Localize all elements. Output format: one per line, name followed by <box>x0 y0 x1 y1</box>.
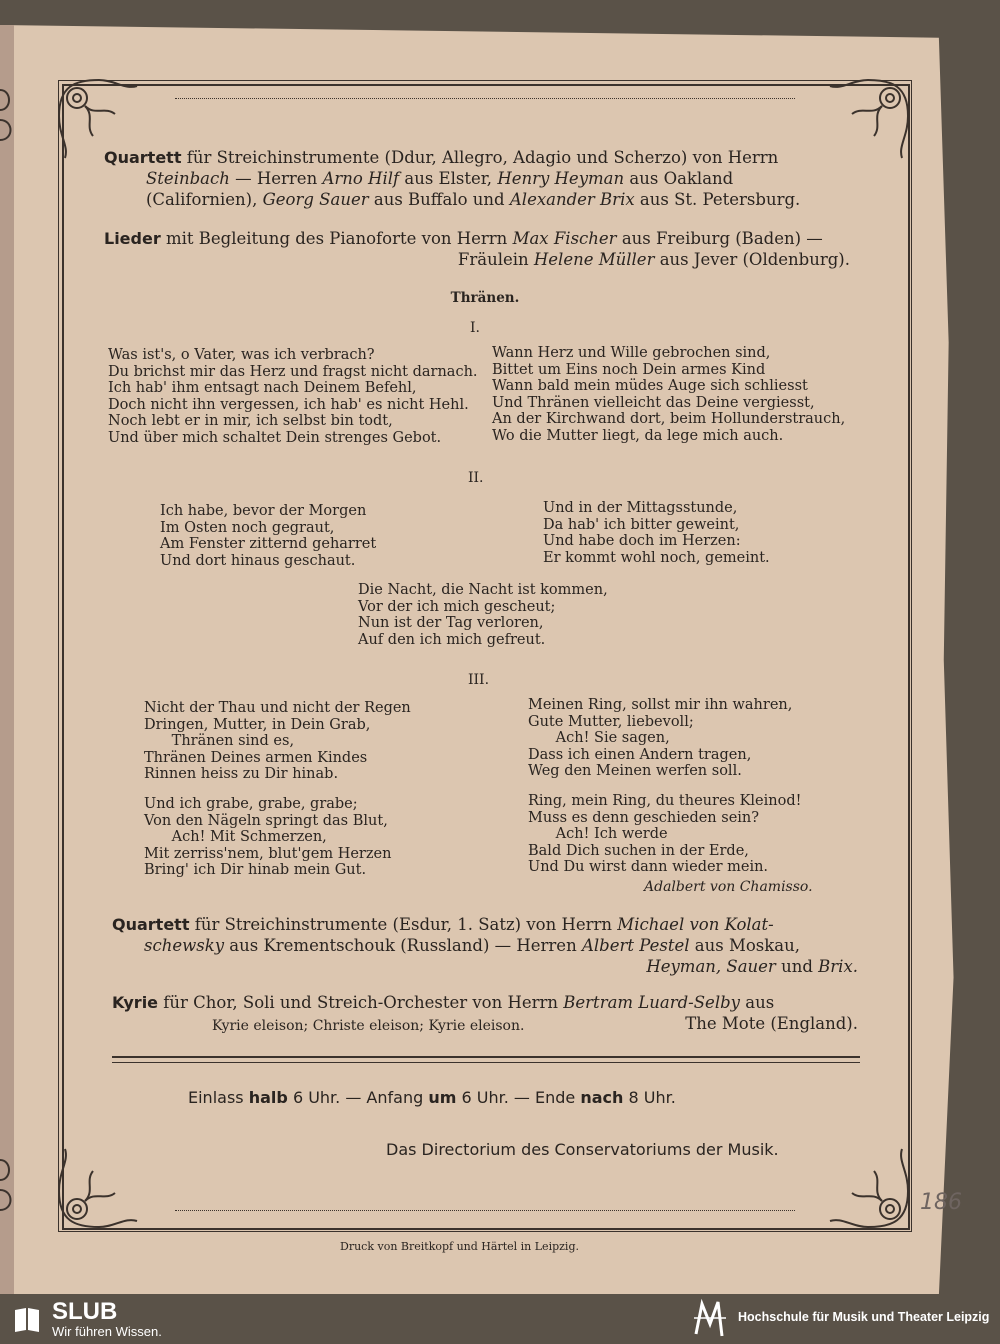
times-bold: um <box>428 1088 457 1107</box>
item-text: — Herren <box>235 169 318 188</box>
item-text: aus Moskau, <box>694 936 800 955</box>
item-text: (Californien), <box>146 190 258 209</box>
times-text: 6 Uhr. — Anfang <box>292 1088 424 1107</box>
item-text: aus St. Petersburg. <box>639 190 801 209</box>
times-text: 8 Uhr. <box>628 1088 676 1107</box>
poem-stanza-1-left: Was ist's, o Vater, was ich verbrach? Du brichst mir das Herz und fragst nicht darnach. Ich hab' ihm entsagt nach Deinem Befehl, Doch nicht ihn vergessen, ich hab' es nicht Hehl. Noch lebt er in mir, ich selbst bin todt, Und über mich schaltet Dein strenges Gebot. <box>108 347 478 446</box>
poet-attribution: Adalbert von Chamisso. <box>644 879 813 895</box>
performer-name: Henry Heyman <box>497 169 625 188</box>
brand-tagline: Wir führen Wissen. <box>52 1324 162 1339</box>
composer-name: Michael von Kolat- <box>617 915 774 934</box>
times-line <box>188 1087 676 1108</box>
item-text: aus Buffalo und <box>373 190 505 209</box>
signature: Das Directorium des Conservatoriums der Musik. <box>386 1140 779 1159</box>
stanza-numeral-2: II. <box>468 470 484 486</box>
item-text: mit Begleitung des Pianoforte von Herrn <box>165 229 508 248</box>
poem-stanza-3-left-b: Und ich grabe, grabe, grabe; Von den Nägeln springt das Blut, Ach! Mit Schmerzen, Mit zerriss'nem, blut'gem Herzen Bring' ich Dir hinab mein Gut. <box>144 796 392 878</box>
item-text: aus Oakland <box>629 169 734 188</box>
printer-imprint: Druck von Breitkopf und Härtel in Leipzig. <box>340 1240 579 1253</box>
program-item-kyrie <box>112 992 858 1035</box>
poem-stanza-2-center: Die Nacht, die Nacht ist kommen, Vor der ich mich gescheut; Nun ist der Tag verloren, Auf den ich mich gefreut. <box>358 582 608 648</box>
item-genre: Lieder <box>104 229 161 248</box>
times-bold: halb <box>248 1088 288 1107</box>
item-text: aus Elster, <box>404 169 493 188</box>
item-text: aus Jever (Oldenburg). <box>659 250 850 269</box>
item-genre: Kyrie <box>112 993 159 1012</box>
pencil-page-number: 186 <box>920 1190 962 1215</box>
poem-stanza-2-left: Ich habe, bevor der Morgen Im Osten noch gegraut, Am Fenster zitternd geharret Und dort hinaus geschaut. <box>160 503 377 569</box>
corner-ornament-bottom-left <box>55 1145 141 1231</box>
performer-name: Alexander Brix <box>509 190 635 209</box>
item-text: aus <box>745 993 775 1012</box>
performer-name: Helene Müller <box>533 250 655 269</box>
performer-name: Heyman, Sauer <box>646 957 776 976</box>
program-item-quartett-1 <box>104 147 854 210</box>
stanza-numeral-3: III. <box>468 672 490 688</box>
performer-name: Georg Sauer <box>262 190 369 209</box>
item-genre: Quartett <box>104 148 182 167</box>
item-text: für Chor, Soli und Streich-Orchester von Herrn <box>163 993 559 1012</box>
divider-thick <box>112 1056 860 1058</box>
performer-name: Arno Hilf <box>322 169 400 188</box>
institution-name[interactable]: Hochschule für Musik und Theater Leipzig <box>738 1310 990 1324</box>
program-item-quartett-2 <box>112 914 858 977</box>
divider-thin <box>112 1062 860 1063</box>
poem-stanza-2-right: Und in der Mittagsstunde, Da hab' ich bitter geweint, Und habe doch im Herzen: Er kommt wohl noch, gemeint. <box>543 500 770 566</box>
kyrie-text: Kyrie eleison; Christe eleison; Kyrie eleison. <box>212 1018 525 1034</box>
item-text: Fräulein <box>457 250 529 269</box>
poem-title: Thränen. <box>450 290 520 306</box>
item-text: für Streichinstrumente (Ddur, Allegro, Adagio und Scherzo) von Herrn <box>186 148 779 167</box>
composer-name: schewsky <box>144 936 225 955</box>
poem-stanza-3-right-a: Meinen Ring, sollst mir ihn wahren, Gute Mutter, liebevoll; Ach! Sie sagen, Dass ich einen Andern tragen, Weg den Meinen werfen soll. <box>528 697 793 779</box>
item-text: für Streichinstrumente (Esdur, 1. Satz) von Herrn <box>194 915 613 934</box>
footer-bar <box>0 1294 1000 1344</box>
times-text: Einlass <box>188 1088 244 1107</box>
item-text: und <box>781 957 813 976</box>
times-text: 6 Uhr. — Ende <box>461 1088 576 1107</box>
item-text: aus Freiburg (Baden) — <box>621 229 823 248</box>
bottom-rule <box>175 1210 795 1211</box>
poem-stanza-1-right: Wann Herz und Wille gebrochen sind, Bittet um Eins noch Dein armes Kind Wann bald mein müdes Auge sich schliesst Und Thränen vielleicht das Deine vergiesst, An der Kirchwand dort, beim Hollunderstrauch, Wo die Mutter liegt, da lege mich auch. <box>492 345 846 444</box>
institution-logo-icon[interactable] <box>692 1298 728 1340</box>
item-text: The Mote (England). <box>685 1014 858 1033</box>
composer-name: Bertram Luard-Selby <box>563 993 740 1012</box>
times-bold: nach <box>580 1088 624 1107</box>
composer-name: Max Fischer <box>512 229 617 248</box>
left-edge-ornament-top <box>0 80 16 160</box>
stanza-numeral-1: I. <box>470 320 480 336</box>
poem-stanza-3-right-b: Ring, mein Ring, du theures Kleinod! Muss es denn geschieden sein? Ach! Ich werde Bald Dich suchen in der Erde, Und Du wirst dann wieder mein. <box>528 793 802 875</box>
program-item-lieder <box>104 228 854 270</box>
item-text: aus Krementschouk (Russland) — Herren <box>229 936 577 955</box>
item-genre: Quartett <box>112 915 190 934</box>
book-icon <box>12 1304 42 1334</box>
left-edge-ornament-bottom <box>0 1150 16 1230</box>
brand-logo-text[interactable]: SLUB <box>52 1298 118 1325</box>
corner-ornament-bottom-right <box>826 1145 912 1231</box>
left-paper-edge <box>0 25 14 1295</box>
performer-name: Albert Pestel <box>581 936 690 955</box>
top-rule <box>175 98 795 99</box>
poem-stanza-3-left-a: Nicht der Thau und nicht der Regen Dringen, Mutter, in Dein Grab, Thränen sind es, Thränen Deines armen Kindes Rinnen heiss zu Dir hinab. <box>144 700 411 782</box>
composer-name: Steinbach <box>146 169 230 188</box>
performer-name: Brix. <box>818 957 858 976</box>
